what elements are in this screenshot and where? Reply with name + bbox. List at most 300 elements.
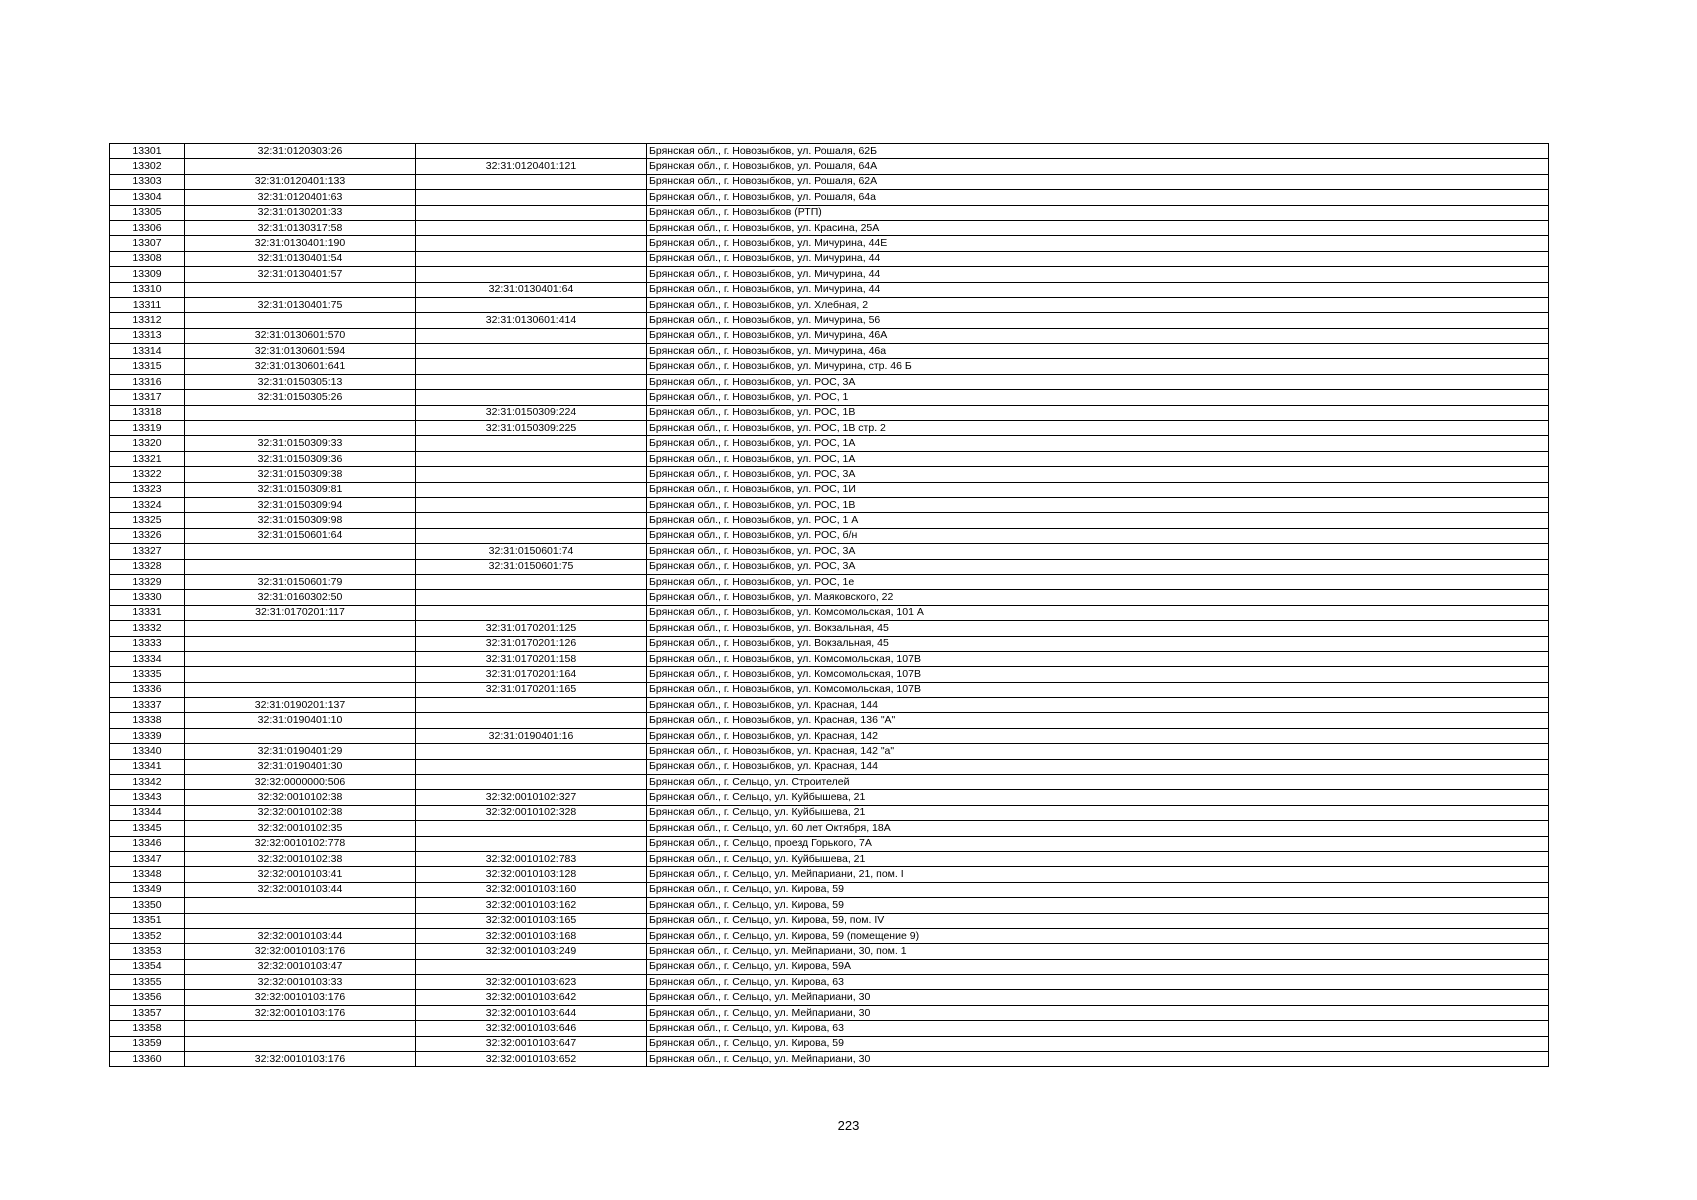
row-number-cell: 13332 <box>110 621 185 636</box>
table-row <box>110 205 1549 220</box>
address-cell: Брянская обл., г. Новозыбков, ул. Мичурина, 44 <box>647 282 1549 297</box>
row-number-cell: 13340 <box>110 744 185 759</box>
table-row <box>110 698 1549 713</box>
object-cadastral-number-cell: 32:31:0170201:164 <box>416 667 647 682</box>
object-cadastral-number-cell: 32:31:0150309:224 <box>416 405 647 420</box>
table-row <box>110 313 1549 328</box>
address-cell: Брянская обл., г. Новозыбков, ул. Красная, 136 "А" <box>647 713 1549 728</box>
table-row <box>110 359 1549 374</box>
row-number-cell: 13354 <box>110 959 185 974</box>
cadastral-number-cell: 32:32:0010102:38 <box>185 851 416 866</box>
address-cell: Брянская обл., г. Новозыбков, ул. Мичурина, 44 <box>647 251 1549 266</box>
object-cadastral-number-cell <box>416 513 647 528</box>
table-row <box>110 1021 1549 1036</box>
row-number-cell: 13306 <box>110 220 185 235</box>
cadastral-number-cell: 32:31:0130401:190 <box>185 236 416 251</box>
table-row <box>110 251 1549 266</box>
address-cell: Брянская обл., г. Новозыбков, ул. Мичурина, 46А <box>647 328 1549 343</box>
cadastral-number-cell: 32:32:0010103:33 <box>185 975 416 990</box>
row-number-cell: 13347 <box>110 851 185 866</box>
table-row <box>110 405 1549 420</box>
object-cadastral-number-cell <box>416 528 647 543</box>
object-cadastral-number-cell <box>416 205 647 220</box>
row-number-cell: 13336 <box>110 682 185 697</box>
row-number-cell: 13310 <box>110 282 185 297</box>
cadastral-number-cell <box>185 559 416 574</box>
table-row <box>110 482 1549 497</box>
object-cadastral-number-cell <box>416 467 647 482</box>
object-cadastral-number-cell <box>416 713 647 728</box>
table-row <box>110 867 1549 882</box>
address-cell: Брянская обл., г. Новозыбков, ул. Мичурина, 44 <box>647 267 1549 282</box>
cadastral-number-cell: 32:31:0150309:33 <box>185 436 416 451</box>
address-cell: Брянская обл., г. Сельцо, ул. Мейпариани, 30 <box>647 1005 1549 1020</box>
address-cell: Брянская обл., г. Новозыбков, ул. Рошаля, 62Б <box>647 144 1549 159</box>
cadastral-number-cell <box>185 636 416 651</box>
object-cadastral-number-cell: 32:32:0010103:647 <box>416 1036 647 1051</box>
address-cell: Брянская обл., г. Сельцо, ул. Мейпариани, 30 <box>647 1052 1549 1067</box>
row-number-cell: 13323 <box>110 482 185 497</box>
row-number-cell: 13341 <box>110 759 185 774</box>
row-number-cell: 13302 <box>110 159 185 174</box>
object-cadastral-number-cell: 32:32:0010103:162 <box>416 898 647 913</box>
table-row <box>110 497 1549 512</box>
object-cadastral-number-cell: 32:31:0150309:225 <box>416 421 647 436</box>
address-cell: Брянская обл., г. Новозыбков, ул. РОС, 1В стр. 2 <box>647 421 1549 436</box>
address-cell: Брянская обл., г. Новозыбков, ул. Рошаля, 62А <box>647 174 1549 189</box>
cadastral-number-cell: 32:32:0010103:41 <box>185 867 416 882</box>
table-row <box>110 759 1549 774</box>
cadastral-number-cell: 32:31:0150305:26 <box>185 390 416 405</box>
table-row <box>110 559 1549 574</box>
row-number-cell: 13357 <box>110 1005 185 1020</box>
row-number-cell: 13344 <box>110 805 185 820</box>
row-number-cell: 13318 <box>110 405 185 420</box>
table-row <box>110 144 1549 159</box>
address-cell: Брянская обл., г. Новозыбков, ул. РОС, 1 А <box>647 513 1549 528</box>
table-row <box>110 605 1549 620</box>
cadastral-number-cell <box>185 1036 416 1051</box>
cadastral-number-cell <box>185 621 416 636</box>
address-cell: Брянская обл., г. Сельцо, ул. Мейпариани, 30 <box>647 990 1549 1005</box>
cadastral-number-cell <box>185 1021 416 1036</box>
cadastral-number-cell: 32:32:0010103:176 <box>185 990 416 1005</box>
table-row <box>110 436 1549 451</box>
table-row <box>110 805 1549 820</box>
address-cell: Брянская обл., г. Новозыбков, ул. Красная, 142 "а" <box>647 744 1549 759</box>
object-cadastral-number-cell: 32:32:0010103:623 <box>416 975 647 990</box>
object-cadastral-number-cell <box>416 775 647 790</box>
cadastral-number-cell <box>185 313 416 328</box>
object-cadastral-number-cell <box>416 451 647 466</box>
table-row <box>110 1052 1549 1067</box>
object-cadastral-number-cell: 32:32:0010103:646 <box>416 1021 647 1036</box>
cadastral-number-cell: 32:31:0190401:10 <box>185 713 416 728</box>
address-cell: Брянская обл., г. Сельцо, ул. Строителей <box>647 775 1549 790</box>
cadastral-number-cell: 32:31:0190201:137 <box>185 698 416 713</box>
row-number-cell: 13312 <box>110 313 185 328</box>
row-number-cell: 13301 <box>110 144 185 159</box>
row-number-cell: 13326 <box>110 528 185 543</box>
cadastral-number-cell: 32:31:0150309:98 <box>185 513 416 528</box>
object-cadastral-number-cell <box>416 744 647 759</box>
row-number-cell: 13309 <box>110 267 185 282</box>
row-number-cell: 13322 <box>110 467 185 482</box>
row-number-cell: 13303 <box>110 174 185 189</box>
cadastral-number-cell: 32:31:0160302:50 <box>185 590 416 605</box>
address-cell: Брянская обл., г. Новозыбков, ул. Мичурина, 56 <box>647 313 1549 328</box>
address-cell: Брянская обл., г. Новозыбков, ул. Комсомольская, 107В <box>647 682 1549 697</box>
object-cadastral-number-cell <box>416 359 647 374</box>
object-cadastral-number-cell <box>416 605 647 620</box>
cadastral-number-cell: 32:31:0120303:26 <box>185 144 416 159</box>
row-number-cell: 13346 <box>110 836 185 851</box>
table-row <box>110 775 1549 790</box>
object-cadastral-number-cell <box>416 297 647 312</box>
table-row <box>110 882 1549 897</box>
address-cell: Брянская обл., г. Сельцо, ул. Кирова, 63 <box>647 975 1549 990</box>
object-cadastral-number-cell: 32:31:0190401:16 <box>416 728 647 743</box>
cadastral-number-cell: 32:31:0150309:36 <box>185 451 416 466</box>
object-cadastral-number-cell: 32:31:0150601:75 <box>416 559 647 574</box>
cadastral-number-cell: 32:32:0010102:38 <box>185 790 416 805</box>
address-cell: Брянская обл., г. Новозыбков, ул. Красная, 142 <box>647 728 1549 743</box>
table-row <box>110 667 1549 682</box>
cadastral-number-cell: 32:31:0120401:133 <box>185 174 416 189</box>
address-cell: Брянская обл., г. Новозыбков, ул. Мичурина, 46а <box>647 344 1549 359</box>
table-row <box>110 590 1549 605</box>
cadastral-number-cell <box>185 405 416 420</box>
object-cadastral-number-cell <box>416 190 647 205</box>
table-row <box>110 267 1549 282</box>
object-cadastral-number-cell: 32:32:0010103:128 <box>416 867 647 882</box>
cadastral-number-cell <box>185 282 416 297</box>
cadastral-number-cell: 32:31:0150305:13 <box>185 374 416 389</box>
row-number-cell: 13335 <box>110 667 185 682</box>
address-cell: Брянская обл., г. Сельцо, ул. Кирова, 59 <box>647 1036 1549 1051</box>
row-number-cell: 13338 <box>110 713 185 728</box>
table-row <box>110 390 1549 405</box>
object-cadastral-number-cell: 32:31:0150601:74 <box>416 544 647 559</box>
address-cell: Брянская обл., г. Сельцо, ул. Кирова, 59 <box>647 882 1549 897</box>
row-number-cell: 13316 <box>110 374 185 389</box>
row-number-cell: 13328 <box>110 559 185 574</box>
page-number: 223 <box>837 1118 860 1133</box>
address-cell: Брянская обл., г. Сельцо, ул. 60 лет Октября, 18А <box>647 821 1549 836</box>
table-row <box>110 451 1549 466</box>
cadastral-number-cell: 32:31:0130601:594 <box>185 344 416 359</box>
object-cadastral-number-cell <box>416 698 647 713</box>
table-row <box>110 990 1549 1005</box>
cadastral-number-cell: 32:31:0190401:29 <box>185 744 416 759</box>
table-row <box>110 944 1549 959</box>
row-number-cell: 13352 <box>110 928 185 943</box>
table-body <box>110 144 1549 1067</box>
table-row <box>110 236 1549 251</box>
object-cadastral-number-cell: 32:32:0010103:642 <box>416 990 647 1005</box>
cadastral-number-cell <box>185 421 416 436</box>
object-cadastral-number-cell: 32:31:0170201:158 <box>416 651 647 666</box>
row-number-cell: 13358 <box>110 1021 185 1036</box>
object-cadastral-number-cell: 32:31:0120401:121 <box>416 159 647 174</box>
address-cell: Брянская обл., г. Сельцо, ул. Кирова, 59, пом. IV <box>647 913 1549 928</box>
row-number-cell: 13331 <box>110 605 185 620</box>
object-cadastral-number-cell <box>416 436 647 451</box>
table-row <box>110 898 1549 913</box>
object-cadastral-number-cell <box>416 328 647 343</box>
cadastral-number-cell: 32:31:0130401:54 <box>185 251 416 266</box>
cadastral-number-cell: 32:31:0130317:58 <box>185 220 416 235</box>
row-number-cell: 13321 <box>110 451 185 466</box>
address-cell: Брянская обл., г. Новозыбков, ул. РОС, 3А <box>647 467 1549 482</box>
address-cell: Брянская обл., г. Сельцо, ул. Мейпариани, 30, пом. 1 <box>647 944 1549 959</box>
cadastral-number-cell: 32:32:0010103:176 <box>185 944 416 959</box>
row-number-cell: 13325 <box>110 513 185 528</box>
table-row <box>110 574 1549 589</box>
address-cell: Брянская обл., г. Сельцо, ул. Кирова, 59А <box>647 959 1549 974</box>
cadastral-number-cell: 32:31:0150601:79 <box>185 574 416 589</box>
row-number-cell: 13353 <box>110 944 185 959</box>
object-cadastral-number-cell: 32:32:0010102:783 <box>416 851 647 866</box>
address-cell: Брянская обл., г. Сельцо, ул. Куйбышева, 21 <box>647 805 1549 820</box>
address-cell: Брянская обл., г. Сельцо, ул. Кирова, 59 <box>647 898 1549 913</box>
object-cadastral-number-cell <box>416 959 647 974</box>
row-number-cell: 13356 <box>110 990 185 1005</box>
table-row <box>110 913 1549 928</box>
address-cell: Брянская обл., г. Новозыбков, ул. РОС, 1В <box>647 405 1549 420</box>
object-cadastral-number-cell <box>416 759 647 774</box>
address-cell: Брянская обл., г. Сельцо, ул. Куйбышева, 21 <box>647 851 1549 866</box>
row-number-cell: 13327 <box>110 544 185 559</box>
cadastral-number-cell: 32:32:0010103:44 <box>185 882 416 897</box>
table-row <box>110 851 1549 866</box>
object-cadastral-number-cell: 32:32:0010102:328 <box>416 805 647 820</box>
table-row <box>110 282 1549 297</box>
address-cell: Брянская обл., г. Новозыбков, ул. Вокзальная, 45 <box>647 621 1549 636</box>
row-number-cell: 13329 <box>110 574 185 589</box>
row-number-cell: 13343 <box>110 790 185 805</box>
row-number-cell: 13314 <box>110 344 185 359</box>
object-cadastral-number-cell <box>416 174 647 189</box>
table-row <box>110 959 1549 974</box>
cadastral-number-cell <box>185 682 416 697</box>
row-number-cell: 13330 <box>110 590 185 605</box>
address-cell: Брянская обл., г. Новозыбков, ул. Красная, 144 <box>647 759 1549 774</box>
object-cadastral-number-cell: 32:32:0010103:652 <box>416 1052 647 1067</box>
row-number-cell: 13320 <box>110 436 185 451</box>
object-cadastral-number-cell <box>416 344 647 359</box>
cadastral-number-cell: 32:31:0150309:94 <box>185 497 416 512</box>
cadastral-number-cell: 32:32:0010103:47 <box>185 959 416 974</box>
object-cadastral-number-cell <box>416 251 647 266</box>
address-cell: Брянская обл., г. Новозыбков, ул. РОС, 3А <box>647 559 1549 574</box>
row-number-cell: 13360 <box>110 1052 185 1067</box>
address-cell: Брянская обл., г. Новозыбков, ул. Комсомольская, 101 А <box>647 605 1549 620</box>
cadastral-number-cell: 32:32:0010102:35 <box>185 821 416 836</box>
object-cadastral-number-cell: 32:32:0010103:165 <box>416 913 647 928</box>
address-cell: Брянская обл., г. Новозыбков, ул. РОС, 1И <box>647 482 1549 497</box>
address-cell: Брянская обл., г. Новозыбков, ул. Рошаля, 64а <box>647 190 1549 205</box>
table-row <box>110 744 1549 759</box>
cadastral-number-cell <box>185 898 416 913</box>
object-cadastral-number-cell <box>416 836 647 851</box>
cadastral-number-cell: 32:32:0010103:44 <box>185 928 416 943</box>
table-row <box>110 1005 1549 1020</box>
address-cell: Брянская обл., г. Сельцо, ул. Кирова, 59 (помещение 9) <box>647 928 1549 943</box>
cadastral-number-cell: 32:31:0150601:64 <box>185 528 416 543</box>
row-number-cell: 13333 <box>110 636 185 651</box>
object-cadastral-number-cell: 32:31:0130601:414 <box>416 313 647 328</box>
address-cell: Брянская обл., г. Новозыбков, ул. Комсомольская, 107В <box>647 651 1549 666</box>
table-row <box>110 513 1549 528</box>
table-row <box>110 682 1549 697</box>
cadastral-number-cell <box>185 159 416 174</box>
object-cadastral-number-cell: 32:31:0130401:64 <box>416 282 647 297</box>
address-cell: Брянская обл., г. Новозыбков, ул. РОС, 1А <box>647 436 1549 451</box>
object-cadastral-number-cell: 32:32:0010103:168 <box>416 928 647 943</box>
row-number-cell: 13342 <box>110 775 185 790</box>
address-cell: Брянская обл., г. Новозыбков, ул. РОС, 3А <box>647 544 1549 559</box>
row-number-cell: 13313 <box>110 328 185 343</box>
cadastral-number-cell: 32:31:0170201:117 <box>185 605 416 620</box>
address-cell: Брянская обл., г. Новозыбков, ул. Рошаля, 64А <box>647 159 1549 174</box>
row-number-cell: 13317 <box>110 390 185 405</box>
object-cadastral-number-cell <box>416 574 647 589</box>
table-row <box>110 975 1549 990</box>
object-cadastral-number-cell: 32:31:0170201:125 <box>416 621 647 636</box>
row-number-cell: 13339 <box>110 728 185 743</box>
row-number-cell: 13349 <box>110 882 185 897</box>
cadastral-number-cell: 32:32:0000000:506 <box>185 775 416 790</box>
table-row <box>110 728 1549 743</box>
table-row <box>110 621 1549 636</box>
address-cell: Брянская обл., г. Новозыбков, ул. Комсомольская, 107В <box>647 667 1549 682</box>
row-number-cell: 13305 <box>110 205 185 220</box>
row-number-cell: 13345 <box>110 821 185 836</box>
address-cell: Брянская обл., г. Новозыбков (РТП) <box>647 205 1549 220</box>
row-number-cell: 13351 <box>110 913 185 928</box>
row-number-cell: 13307 <box>110 236 185 251</box>
address-cell: Брянская обл., г. Новозыбков, ул. РОС, 1е <box>647 574 1549 589</box>
property-registry-table <box>109 143 1549 1067</box>
row-number-cell: 13315 <box>110 359 185 374</box>
address-cell: Брянская обл., г. Сельцо, проезд Горького, 7А <box>647 836 1549 851</box>
table-row <box>110 421 1549 436</box>
object-cadastral-number-cell: 32:32:0010103:160 <box>416 882 647 897</box>
row-number-cell: 13308 <box>110 251 185 266</box>
object-cadastral-number-cell <box>416 220 647 235</box>
table-row <box>110 790 1549 805</box>
object-cadastral-number-cell <box>416 497 647 512</box>
address-cell: Брянская обл., г. Сельцо, ул. Куйбышева, 21 <box>647 790 1549 805</box>
row-number-cell: 13319 <box>110 421 185 436</box>
cadastral-number-cell: 32:31:0130401:57 <box>185 267 416 282</box>
cadastral-number-cell: 32:31:0150309:81 <box>185 482 416 497</box>
object-cadastral-number-cell: 32:32:0010102:327 <box>416 790 647 805</box>
table-row <box>110 220 1549 235</box>
address-cell: Брянская обл., г. Новозыбков, ул. РОС, 1 <box>647 390 1549 405</box>
cadastral-number-cell <box>185 651 416 666</box>
table-row <box>110 636 1549 651</box>
cadastral-number-cell: 32:31:0190401:30 <box>185 759 416 774</box>
cadastral-number-cell: 32:32:0010102:778 <box>185 836 416 851</box>
row-number-cell: 13337 <box>110 698 185 713</box>
cadastral-number-cell <box>185 728 416 743</box>
address-cell: Брянская обл., г. Новозыбков, ул. Красина, 25А <box>647 220 1549 235</box>
address-cell: Брянская обл., г. Новозыбков, ул. РОС, 1А <box>647 451 1549 466</box>
object-cadastral-number-cell: 32:32:0010103:249 <box>416 944 647 959</box>
object-cadastral-number-cell <box>416 821 647 836</box>
cadastral-number-cell: 32:31:0130601:641 <box>185 359 416 374</box>
cadastral-number-cell: 32:31:0150309:38 <box>185 467 416 482</box>
object-cadastral-number-cell: 32:31:0170201:165 <box>416 682 647 697</box>
object-cadastral-number-cell <box>416 144 647 159</box>
row-number-cell: 13359 <box>110 1036 185 1051</box>
row-number-cell: 13311 <box>110 297 185 312</box>
cadastral-number-cell: 32:31:0130401:75 <box>185 297 416 312</box>
address-cell: Брянская обл., г. Новозыбков, ул. Мичурина, стр. 46 Б <box>647 359 1549 374</box>
cadastral-number-cell: 32:31:0130601:570 <box>185 328 416 343</box>
table-row <box>110 328 1549 343</box>
table-row <box>110 1036 1549 1051</box>
cadastral-number-cell: 32:32:0010103:176 <box>185 1005 416 1020</box>
table-row <box>110 344 1549 359</box>
object-cadastral-number-cell <box>416 390 647 405</box>
cadastral-number-cell: 32:32:0010102:38 <box>185 805 416 820</box>
cadastral-number-cell <box>185 544 416 559</box>
row-number-cell: 13348 <box>110 867 185 882</box>
address-cell: Брянская обл., г. Сельцо, ул. Кирова, 63 <box>647 1021 1549 1036</box>
table-row <box>110 544 1549 559</box>
object-cadastral-number-cell: 32:31:0170201:126 <box>416 636 647 651</box>
cadastral-number-cell <box>185 667 416 682</box>
cadastral-number-cell: 32:31:0130201:33 <box>185 205 416 220</box>
address-cell: Брянская обл., г. Новозыбков, ул. Мичурина, 44Е <box>647 236 1549 251</box>
table-row <box>110 651 1549 666</box>
object-cadastral-number-cell <box>416 267 647 282</box>
table-row <box>110 159 1549 174</box>
cadastral-number-cell: 32:32:0010103:176 <box>185 1052 416 1067</box>
address-cell: Брянская обл., г. Новозыбков, ул. РОС, б/н <box>647 528 1549 543</box>
cadastral-number-cell <box>185 913 416 928</box>
address-cell: Брянская обл., г. Новозыбков, ул. Красная, 144 <box>647 698 1549 713</box>
address-cell: Брянская обл., г. Новозыбков, ул. РОС, 1В <box>647 497 1549 512</box>
object-cadastral-number-cell <box>416 590 647 605</box>
table-row <box>110 928 1549 943</box>
address-cell: Брянская обл., г. Новозыбков, ул. Маяковского, 22 <box>647 590 1549 605</box>
cadastral-number-cell: 32:31:0120401:63 <box>185 190 416 205</box>
table-row <box>110 821 1549 836</box>
table-row <box>110 713 1549 728</box>
table-row <box>110 467 1549 482</box>
row-number-cell: 13355 <box>110 975 185 990</box>
address-cell: Брянская обл., г. Новозыбков, ул. Хлебная, 2 <box>647 297 1549 312</box>
address-cell: Брянская обл., г. Сельцо, ул. Мейпариани, 21, пом. I <box>647 867 1549 882</box>
table-row <box>110 374 1549 389</box>
address-cell: Брянская обл., г. Новозыбков, ул. РОС, 3А <box>647 374 1549 389</box>
table-row <box>110 174 1549 189</box>
row-number-cell: 13350 <box>110 898 185 913</box>
table-row <box>110 836 1549 851</box>
row-number-cell: 13324 <box>110 497 185 512</box>
table-row <box>110 297 1549 312</box>
row-number-cell: 13304 <box>110 190 185 205</box>
address-cell: Брянская обл., г. Новозыбков, ул. Вокзальная, 45 <box>647 636 1549 651</box>
object-cadastral-number-cell <box>416 482 647 497</box>
row-number-cell: 13334 <box>110 651 185 666</box>
object-cadastral-number-cell <box>416 374 647 389</box>
object-cadastral-number-cell <box>416 236 647 251</box>
